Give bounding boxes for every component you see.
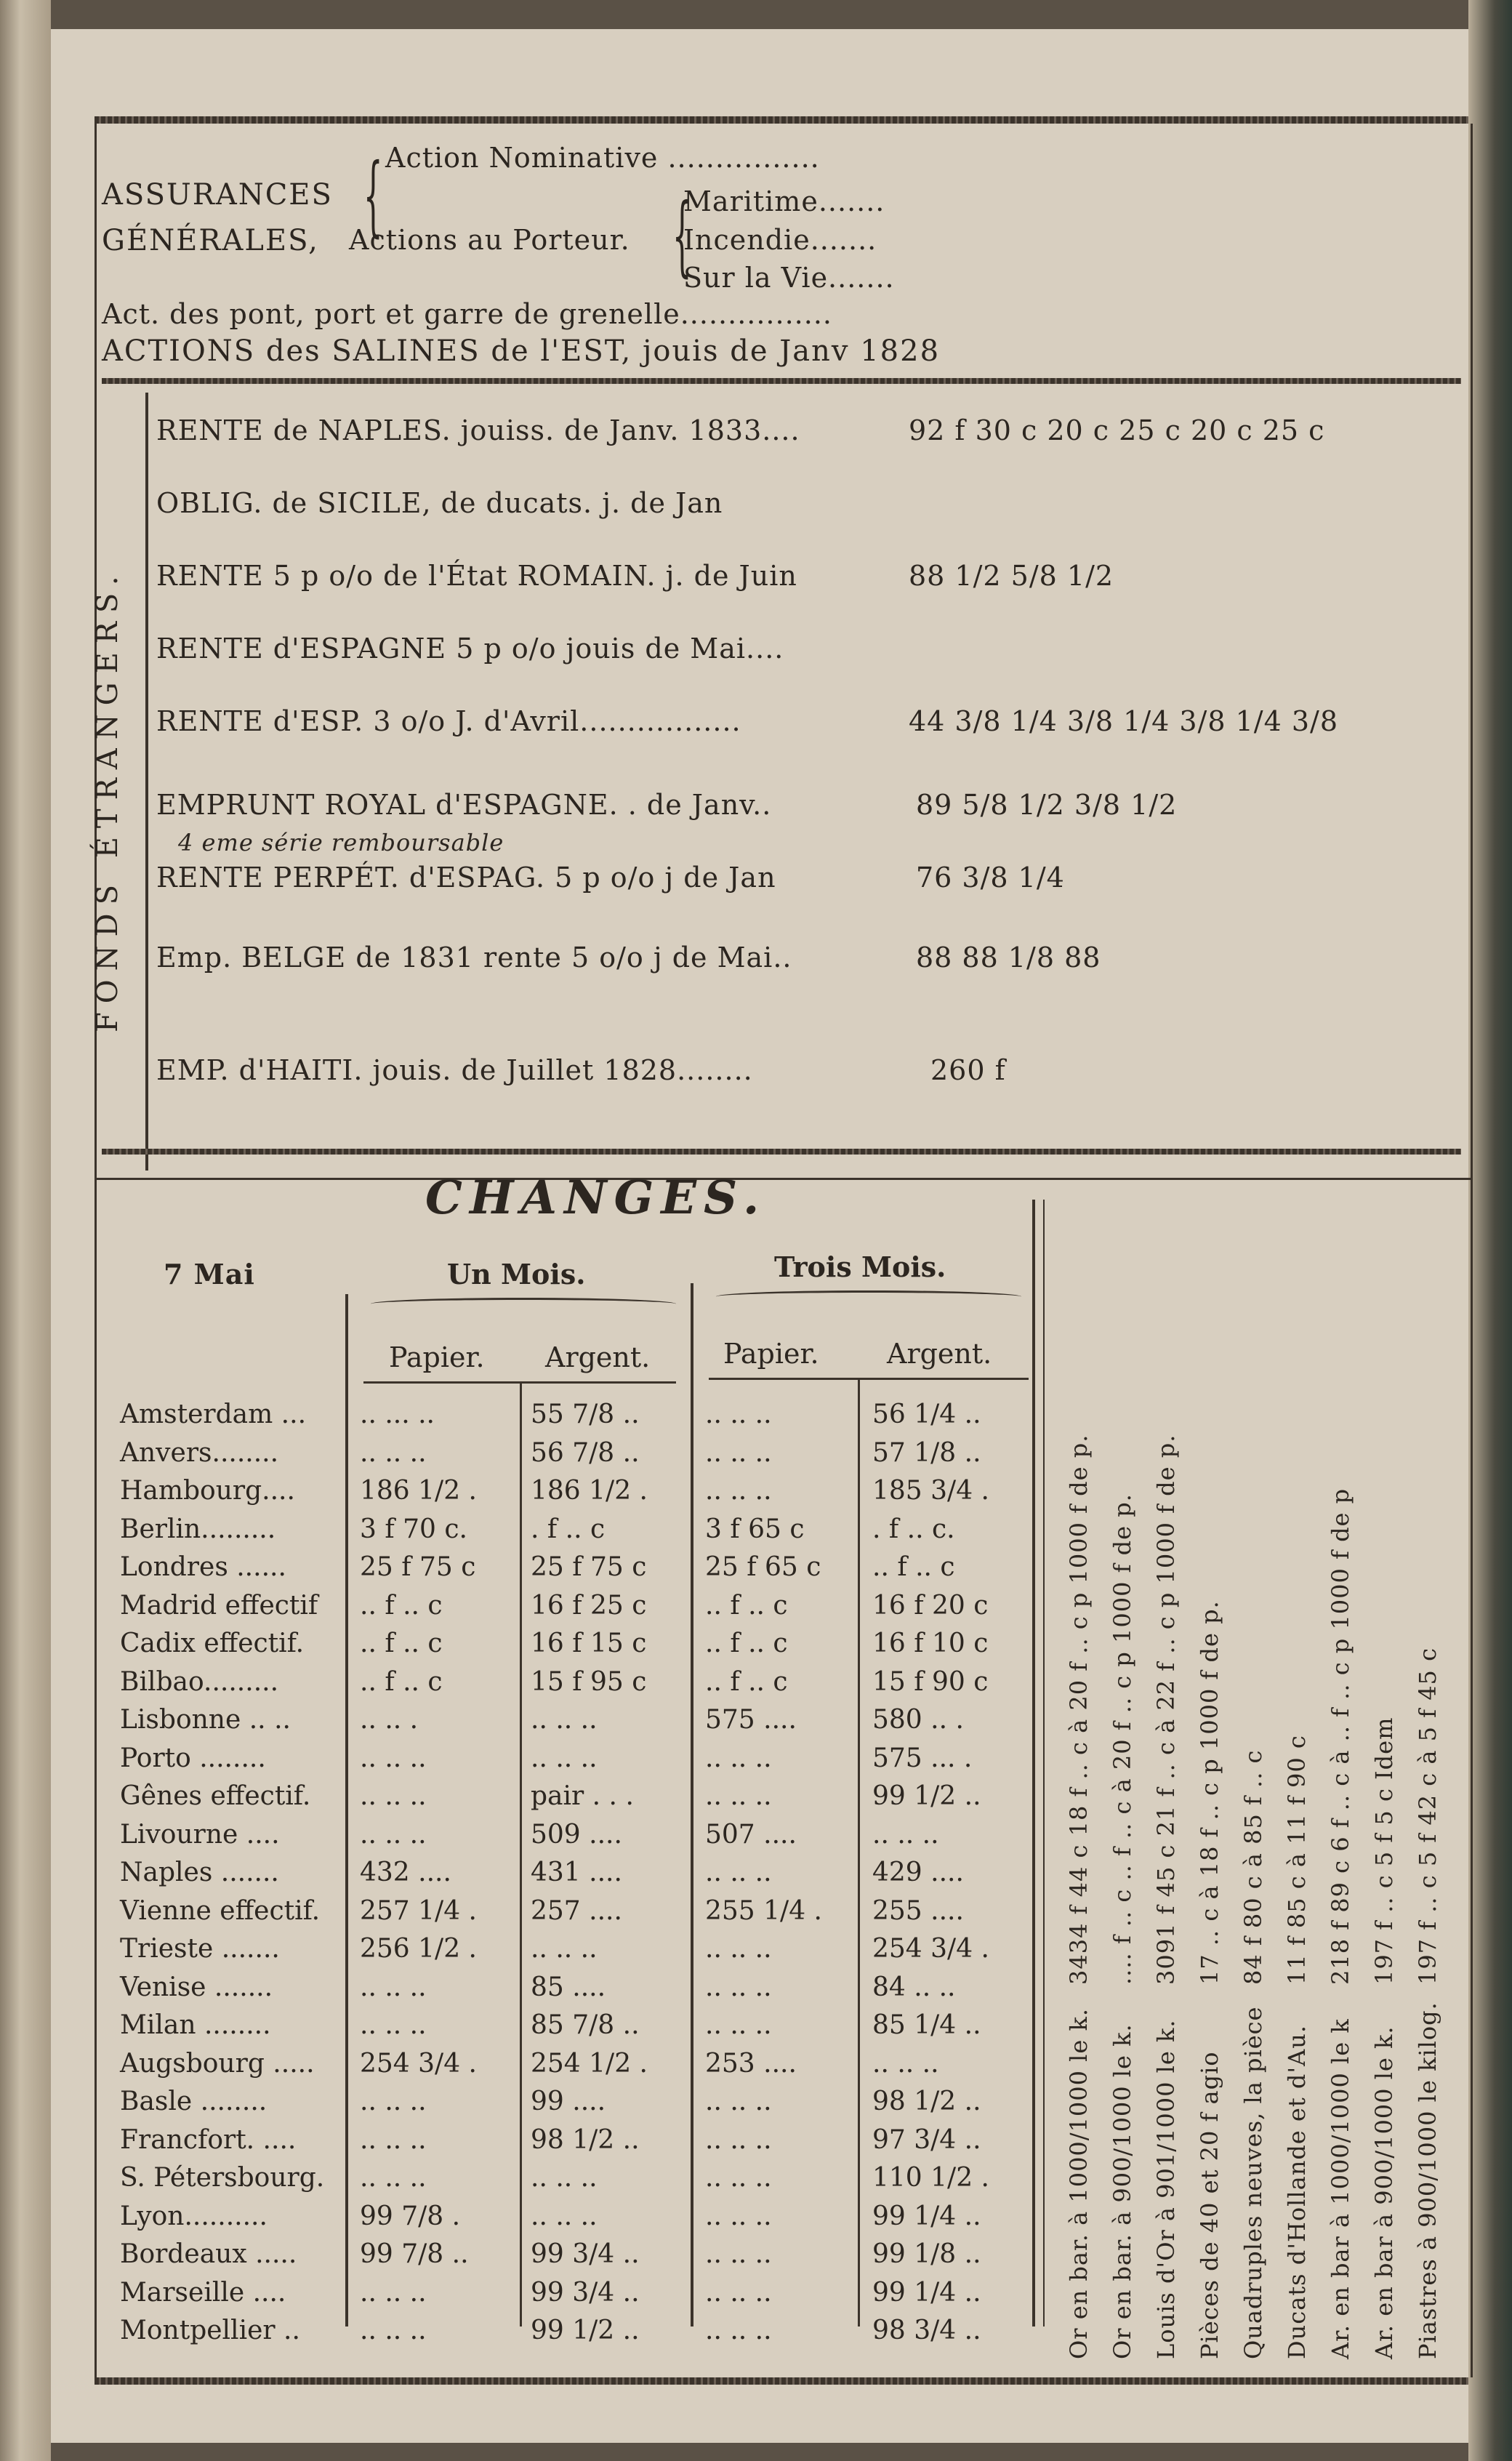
change-cell: 84 .. .. [872,1972,956,2002]
change-cell: 15 f 90 c [872,1666,989,1697]
change-cell: 16 f 25 c [531,1590,647,1621]
change-cell: 56 7/8 .. [531,1437,640,1468]
change-cell: .. .. .. [360,1972,427,2002]
change-city: Gênes effectif. [120,1781,311,1811]
change-cell: 255 1/4 . [705,1895,822,1926]
top-border [94,116,1468,124]
change-cell: 99 .... [531,2087,606,2116]
change-cell: 185 3/4 . [872,1476,989,1506]
metal-label: Quadruples neuves, la pièce [1239,2006,1267,2359]
change-cell: .. .. .. [531,2163,598,2193]
change-city: Milan ........ [120,2010,271,2040]
book-edge [1468,0,1512,2461]
change-city: Trieste ....... [120,1934,280,1964]
sur-la-vie: Sur la Vie....... [683,262,895,294]
change-cell: .. .. .. [360,2316,427,2345]
change-cell: 255 .... [872,1895,964,1926]
change-city: Bordeaux ..... [120,2239,297,2269]
change-cell: .. .. .. [705,1476,772,1506]
fonds-row-label: Emp. BELGE de 1831 rente 5 o/o j de Mai.. [156,942,792,973]
assurances-title-2: GÉNÉRALES, [102,224,319,257]
metal-value: 197 f .. c 5 f 5 c Idem [1370,1717,1398,1985]
change-cell: .. f .. c [705,1629,788,1658]
col-rule [1032,1200,1035,2326]
change-cell: 429 .... [872,1858,964,1887]
change-cell: 432 .... [360,1858,451,1887]
change-cell: .. .. .. [360,2163,427,2193]
change-cell: .. .. .. [705,2124,772,2155]
change-city: Londres ...... [120,1552,286,1582]
change-city: Lyon.......... [120,2201,268,2231]
metal-label: Louis d'Or à 901/1000 le k. [1152,2019,1180,2359]
incendie: Incendie....... [683,224,877,256]
change-cell: 257 1/4 . [360,1895,477,1926]
change-cell: 99 7/8 . [360,2201,461,2231]
argent-header: Argent. [545,1341,651,1373]
change-city: Lisbonne .. .. [120,1705,291,1735]
metal-label: Piastres à 900/1000 le kilog. [1414,2002,1441,2359]
book-spine [0,0,51,2461]
fonds-row-label: EMP. d'HAITI. jouis. de Juillet 1828........ [156,1054,753,1086]
change-cell: 98 1/2 .. [872,2087,981,2116]
fonds-row-label: OBLIG. de SICILE, de ducats. j. de Jan [156,487,723,519]
change-cell: .. ... .. [360,1400,435,1429]
metal-value: 218 f 89 c 6 f .. c à .. f .. c p 1000 f de p [1327,1488,1354,1985]
change-cell: 25 f 75 c [360,1552,476,1582]
change-cell: . f .. c [531,1514,606,1544]
fonds-row-value: 88 88 1/8 88 [916,942,1101,973]
change-city: Madrid effectif [120,1590,318,1621]
change-cell: 85 1/4 .. [872,2010,981,2040]
action-nominative: Action Nominative ................ [385,142,820,174]
metal-value: 11 f 85 c à 11 f 90 c [1283,1735,1311,1985]
metal-label: Ar. en bar à 1000/1000 le k [1327,2018,1354,2359]
changes-date: 7 Mai [164,1258,255,1290]
metal-label: Ar. en bar à 900/1000 le k. [1370,2026,1398,2359]
fonds-side-label: FONDS ÉTRANGERS. [91,567,124,1032]
change-cell: .. .. .. [705,1400,772,1429]
fonds-row-value: 260 f [930,1054,1006,1086]
trois-mois-header: Trois Mois. [774,1250,946,1283]
change-cell: 16 f 10 c [872,1629,989,1658]
change-city: Vienne effectif. [120,1895,321,1926]
brace-left: { [363,145,383,246]
change-cell: .. .. .. [705,2010,772,2040]
change-cell: 580 .. . [872,1705,964,1735]
change-cell: 99 1/4 .. [872,2277,981,2308]
fonds-row-value: 44 3/8 1/4 3/8 1/4 3/8 1/4 3/8 [909,705,1339,737]
change-city: Francfort. .... [120,2124,297,2155]
change-cell: .. .. .. [705,2316,772,2345]
change-cell: 256 1/2 . [360,1934,477,1964]
change-cell: 97 3/4 .. [872,2124,981,2155]
col-rule [1043,1200,1045,2326]
change-cell: .. f .. c [360,1629,443,1658]
change-cell: 186 1/2 . [360,1476,477,1506]
change-city: Marseille .... [120,2277,286,2308]
change-city: Porto ........ [120,1743,266,1773]
change-city: Anvers........ [120,1437,279,1468]
actions-salines: ACTIONS des SALINES de l'EST, jouis de Janv 1828 [102,334,941,368]
metal-label: Pièces de 40 et 20 f agio [1196,2051,1223,2359]
change-cell: 25 f 75 c [531,1552,647,1582]
change-cell: 99 1/8 .. [872,2239,981,2269]
metal-value: .... f .. c .. f .. c à 20 f .. c p 1000 f de p. [1109,1493,1136,1985]
fonds-row-label: RENTE PERPÉT. d'ESPAG. 5 p o/o j de Jan [156,862,776,894]
metal-value: 197 f .. c 5 f 42 c à 5 f 45 c [1414,1647,1441,1985]
change-cell: 507 .... [705,1819,797,1850]
change-cell: .. .. .. [705,1743,772,1773]
change-cell: .. f .. c [360,1666,443,1697]
change-cell: .. .. .. [531,1743,598,1773]
change-cell: 25 f 65 c [705,1552,821,1582]
change-cell: 186 1/2 . [531,1476,648,1506]
change-cell: .. .. .. [360,2277,427,2308]
change-cell: .. .. .. [705,1934,772,1964]
change-city: Augsbourg ..... [120,2048,315,2079]
brace-right: { [672,185,692,286]
change-cell: .. .. .. [705,1437,772,1468]
metal-label: Ducats d'Hollande et d'Au. [1283,2024,1311,2359]
change-cell: 253 .... [705,2048,797,2079]
change-cell: 55 7/8 .. [531,1400,640,1429]
change-cell: 99 3/4 .. [531,2239,640,2269]
col-rule [345,1294,348,2326]
changes-top-rule [102,1149,1461,1155]
change-city: Naples ....... [120,1858,279,1887]
fonds-row-label: RENTE 5 p o/o de l'État ROMAIN. j. de Juin [156,560,797,592]
change-cell: 57 1/8 .. [872,1437,981,1468]
change-cell: .. .. .. [360,1437,427,1468]
un-mois-flourish [371,1298,676,1310]
trois-mois-flourish [716,1290,1021,1303]
change-city: Venise ....... [120,1972,273,2002]
changes-title: CHANGES. [425,1171,767,1225]
assurances-title-1: ASSURANCES [102,178,333,212]
change-cell: .. .. .. [360,1743,427,1773]
change-city: Montpellier .. [120,2316,300,2345]
change-cell: 575 ... . [872,1743,973,1773]
change-cell: .. .. .. [872,2048,939,2079]
change-cell: 254 3/4 . [360,2048,477,2079]
change-cell: .. f .. c [705,1590,788,1621]
un-mois-header: Un Mois. [447,1258,586,1290]
metal-label: Or en bar. à 1000/1000 le k. [1065,2007,1093,2359]
change-cell: .. .. . [360,1705,419,1735]
change-cell: 509 .... [531,1819,622,1850]
fonds-top-rule [102,378,1461,384]
change-city: Bilbao......... [120,1666,279,1697]
change-cell: 99 1/2 .. [872,1781,981,1811]
change-cell: 15 f 95 c [531,1666,647,1697]
change-cell: .. .. .. [705,2239,772,2269]
change-cell: .. .. .. [705,1781,772,1811]
metal-value: 3091 f 45 c 21 f .. c à 22 f .. c p 1000 f de p. [1152,1434,1180,1985]
change-cell: .. .. .. [705,1858,772,1887]
change-cell: 85 .... [531,1972,606,2002]
change-cell: 99 1/4 .. [872,2201,981,2231]
change-cell: .. .. .. [531,1705,598,1735]
metal-value: 3434 f 44 c 18 f .. c à 20 f .. c p 1000 f de p. [1065,1434,1093,1985]
fonds-divider [145,393,148,1171]
change-city: Berlin......... [120,1514,276,1544]
change-cell: 254 1/2 . [531,2048,648,2079]
col-rule [691,1283,693,2326]
change-cell: 257 .... [531,1895,622,1926]
actions-porteur: Actions au Porteur. [349,224,630,256]
papier-header: Papier. [723,1338,819,1370]
change-cell: .. .. .. [360,2087,427,2116]
change-cell: .. .. .. [705,2087,772,2116]
change-cell: .. .. .. [360,1819,427,1850]
argent-header: Argent. [887,1338,992,1370]
change-cell: .. .. .. [705,2163,772,2193]
change-city: S. Pétersbourg. [120,2163,325,2193]
change-cell: .. .. .. [705,1972,772,2002]
col-rule [520,1381,522,2326]
change-cell: .. f .. c [872,1552,955,1582]
metal-value: 17 .. c à 18 f .. c p 1000 f de p. [1196,1600,1223,1985]
change-city: Cadix effectif. [120,1629,305,1658]
change-city: Livourne .... [120,1819,280,1850]
change-cell: 254 3/4 . [872,1934,989,1964]
col-rule [858,1378,860,2326]
change-cell: 431 .... [531,1858,622,1887]
maritime: Maritime....... [683,185,885,217]
change-cell: .. .. .. [531,1934,598,1964]
change-cell: . f .. c. [872,1514,955,1544]
change-cell: 99 7/8 .. [360,2239,469,2269]
change-cell: .. .. .. [705,2201,772,2231]
change-cell: 56 1/4 .. [872,1400,981,1429]
change-cell: .. .. .. [531,2201,598,2231]
change-cell: 3 f 70 c. [360,1514,467,1544]
change-cell: 110 1/2 . [872,2163,989,2193]
change-cell: .. .. .. [872,1819,939,1850]
change-cell: 575 .... [705,1705,797,1735]
fonds-row-label: RENTE d'ESPAGNE 5 p o/o jouis de Mai.... [156,633,784,665]
change-cell: .. .. .. [360,2124,427,2155]
header-underline [709,1378,1029,1380]
change-cell: 16 f 15 c [531,1629,647,1658]
ledger-page [51,29,1468,2443]
fonds-row-label: RENTE de NAPLES. jouiss. de Janv. 1833.... [156,414,800,446]
change-cell: .. f .. c [360,1590,443,1621]
change-city: Hambourg.... [120,1476,295,1506]
change-city: Amsterdam ... [120,1400,307,1429]
fonds-row-value: 89 5/8 1/2 3/8 1/2 [916,789,1178,821]
bottom-border [94,2377,1468,2385]
change-cell: .. .. .. [360,2010,427,2040]
change-cell: 85 7/8 .. [531,2010,640,2040]
change-cell: 98 1/2 .. [531,2124,640,2155]
change-cell: 99 1/2 .. [531,2316,640,2345]
change-cell: 99 3/4 .. [531,2277,640,2308]
change-cell: 98 3/4 .. [872,2316,981,2345]
change-cell: .. .. .. [360,1781,427,1811]
change-cell: 3 f 65 c [705,1514,805,1544]
fonds-row-label: RENTE d'ESP. 3 o/o J. d'Avril................. [156,705,741,737]
change-cell: pair . . . [531,1781,634,1811]
change-cell: 16 f 20 c [872,1590,989,1621]
fonds-row-note: 4 eme série remboursable [178,829,504,856]
papier-header: Papier. [389,1341,485,1373]
fonds-row-value: 92 f 30 c 20 c 25 c 20 c 25 c [909,414,1325,446]
change-cell: .. f .. c [705,1666,788,1697]
change-city: Basle ........ [120,2087,268,2116]
fonds-row-value: 76 3/8 1/4 [916,862,1065,894]
metal-value: 84 f 80 c à 85 f .. c [1239,1749,1267,1985]
act-pont: Act. des pont, port et garre de grenelle................ [102,298,832,330]
metal-label: Or en bar. à 900/1000 le k. [1109,2023,1136,2359]
fonds-row-label: EMPRUNT ROYAL d'ESPAGNE. . de Janv.. [156,789,772,821]
fonds-row-value: 88 1/2 5/8 1/2 [909,560,1114,592]
change-cell: .. .. .. [705,2277,772,2308]
